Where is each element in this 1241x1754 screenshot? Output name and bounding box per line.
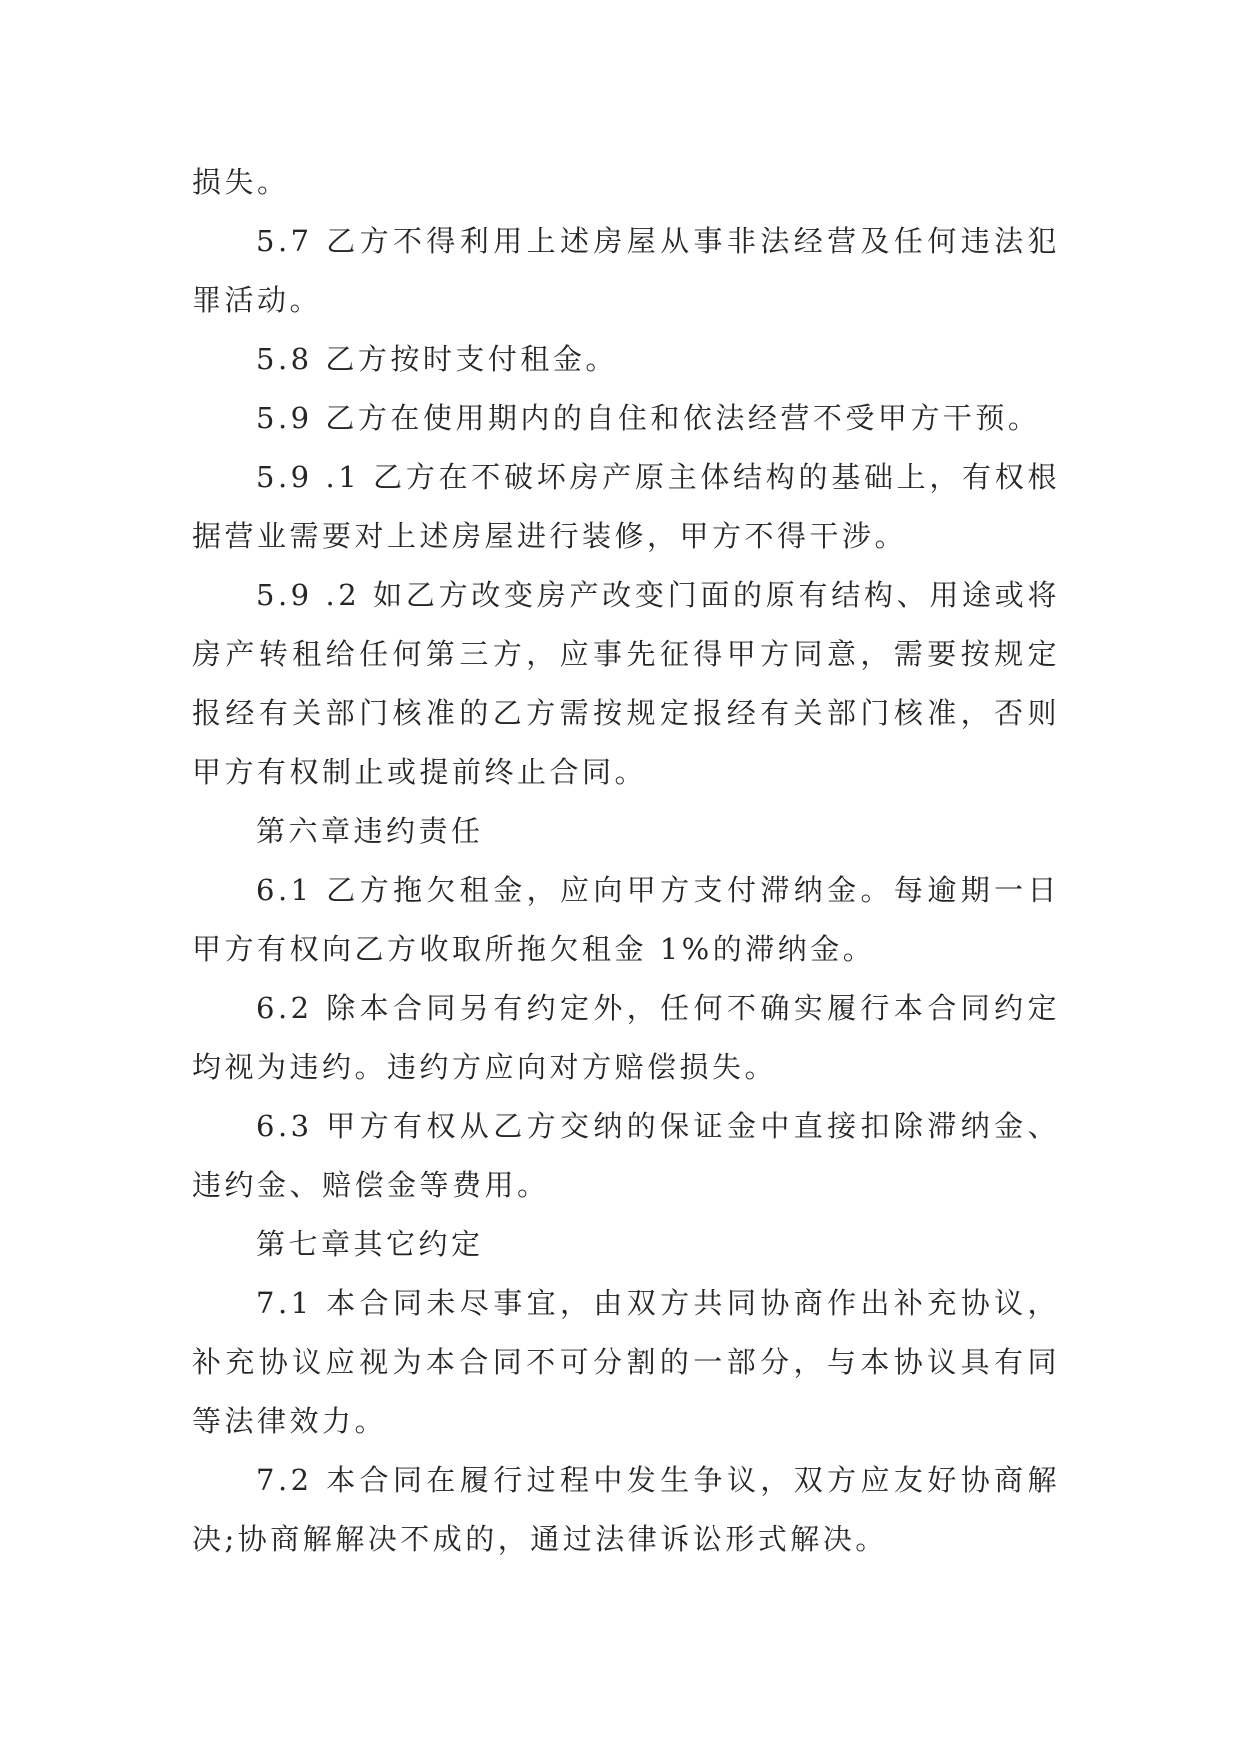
chapter-7-heading: 第七章其它约定: [256, 1227, 484, 1261]
clause-7-2: 7.2 本合同在履行过程中发生争议，双方应友好协商解决;协商解解决不成的，通过法律诉讼形式解决。: [192, 1463, 1060, 1556]
document-body: [192, 153, 1060, 1569]
clause-7-1: 7.1 本合同未尽事宜，由双方共同协商作出补充协议，补充协议应视为本合同不可分割的一部分，与本协议具有同等法律效力。: [192, 1286, 1060, 1438]
clause-5-9-1: 5.9 .1 乙方在不破坏房产原主体结构的基础上，有权根据营业需要对上述房屋进行装修，甲方不得干涉。: [192, 460, 1060, 553]
clause-5-9-2: 5.9 .2 如乙方改变房产改变门面的原有结构、用途或将房产转租给任何第三方，应事先征得甲方同意，需要按规定报经有关部门核准的乙方需按规定报经有关部门核准，否则甲方有权制止或提前终止合同。: [192, 578, 1060, 789]
clause-5-7: 5.7 乙方不得利用上述房屋从事非法经营及任何违法犯罪活动。: [192, 224, 1060, 317]
paragraph-loss-continuation: 损失。: [192, 165, 290, 199]
clause-6-1: 6.1 乙方拖欠租金，应向甲方支付滞纳金。每逾期一日甲方有权向乙方收取所拖欠租金 1%的滞纳金。: [192, 873, 1060, 966]
clause-5-8: 5.8 乙方按时支付租金。: [256, 342, 618, 376]
clause-6-2: 6.2 除本合同另有约定外，任何不确实履行本合同约定均视为违约。违约方应向对方赔偿损失。: [192, 991, 1060, 1084]
chapter-6-heading: 第六章违约责任: [256, 814, 484, 848]
clause-6-3: 6.3 甲方有权从乙方交纳的保证金中直接扣除滞纳金、违约金、赔偿金等费用。: [192, 1109, 1060, 1202]
clause-5-9: 5.9 乙方在使用期内的自住和依法经营不受甲方干预。: [256, 401, 1041, 435]
